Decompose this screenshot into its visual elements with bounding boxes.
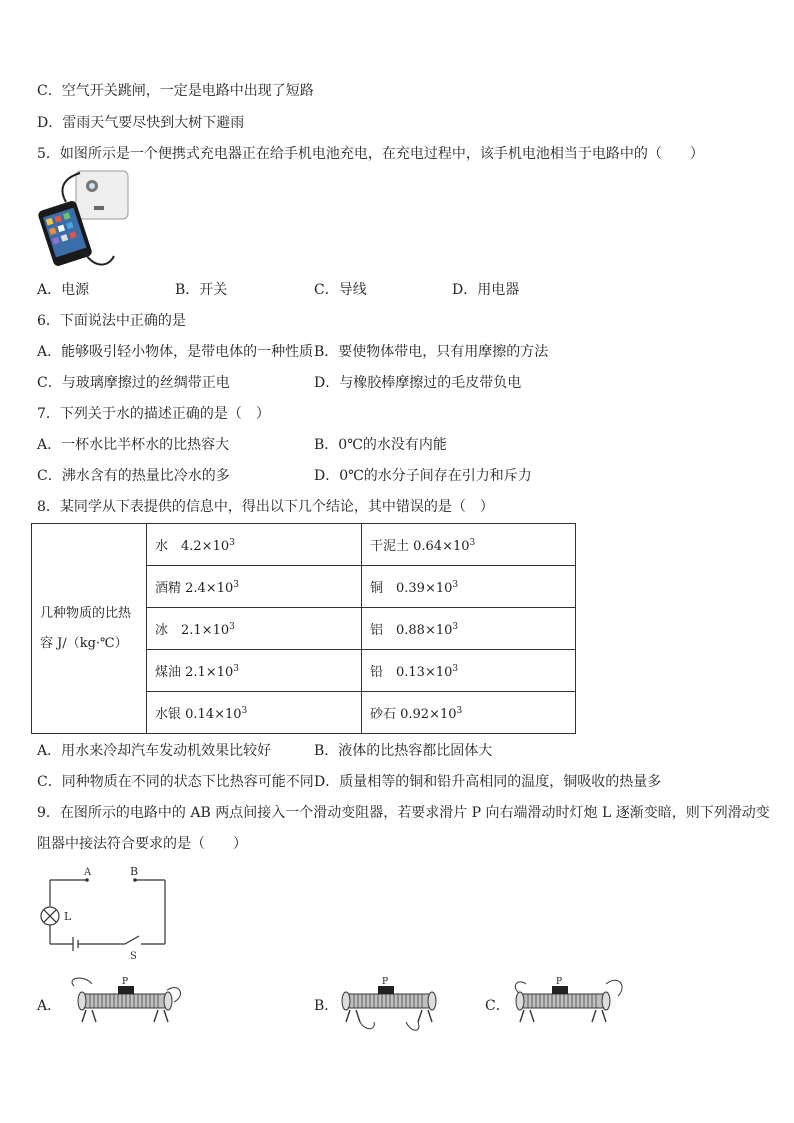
q6-option-b: B．要使物体带电，只有用摩擦的方法	[314, 344, 549, 360]
q7-option-a: A．一杯水比半杯水的比热容大	[37, 437, 230, 453]
table-cell: 酒精 $2.4\times 10^3$	[147, 566, 362, 608]
charger-phone-image	[36, 168, 136, 273]
q9-stem-line-1: 9．在图所示的电路中的 AB 两点间接入一个滑动变阻器，若要求滑片 P 向右端滑动时灯炮 L 逐渐变暗，则下列滑动变	[37, 805, 770, 821]
specific-heat-table	[31, 523, 576, 734]
q8-option-a: A．用水来冷却汽车发动机效果比较好	[37, 743, 272, 759]
svg-text:P: P	[382, 977, 389, 987]
table-label-line-2: 容 J/（kg·℃）	[40, 635, 128, 651]
q9-option-a: A．	[37, 998, 62, 1014]
table-cell: 冰 $2.1\times 10^3$	[147, 608, 362, 650]
rheostat-b	[336, 972, 441, 1037]
circuit-label-s: S	[130, 951, 137, 962]
rheostat-a	[62, 972, 187, 1032]
q7-option-c: C．沸水含有的热量比冷水的多	[37, 468, 230, 484]
table-row	[32, 524, 576, 566]
q8-option-d: D．质量相等的铜和铅升高相同的温度，铜吸收的热量多	[314, 774, 662, 790]
q7-stem: 7．下列关于水的描述正确的是（ ）	[37, 406, 270, 422]
q6-option-a: A．能够吸引轻小物体，是带电体的一种性质	[37, 344, 314, 360]
q8-option-c: C．同种物质在不同的状态下比热容可能不同	[37, 774, 314, 790]
q5-option-c: C．导线	[314, 282, 367, 298]
table-cell: 干泥土 $0.64\times 10^3$	[362, 524, 576, 566]
circuit-diagram	[35, 866, 175, 962]
circuit-label-l: L	[64, 910, 72, 923]
q8-stem: 8．某同学从下表提供的信息中，得出以下几个结论，其中错误的是（ ）	[37, 499, 494, 515]
q5-option-b: B．开关	[175, 282, 228, 298]
q5-stem: 5．如图所示是一个便携式充电器正在给手机电池充电，在充电过程中，该手机电池相当于电路中的（ ）	[37, 146, 704, 162]
q6-stem: 6．下面说法中正确的是	[37, 313, 186, 329]
rheostat-c	[508, 972, 628, 1032]
table-cell: 煤油 $2.1\times 10^3$	[147, 650, 362, 692]
table-cell: 砂石 $0.92\times 10^3$	[362, 692, 576, 734]
table-cell: 水银 $0.14\times 10^3$	[147, 692, 362, 734]
q9-option-c: C．	[485, 998, 510, 1014]
q7-option-b: B．0℃的水没有内能	[314, 437, 447, 453]
q9-option-b: B．	[314, 998, 339, 1014]
table-cell: 铝 $0.88\times 10^3$	[362, 608, 576, 650]
q8-option-b: B．液体的比热容都比固体大	[314, 743, 493, 759]
q7-option-d: D．0℃的水分子间存在引力和斥力	[314, 468, 532, 484]
table-cell: 铅 $0.13\times 10^3$	[362, 650, 576, 692]
q9-stem-line-2: 阻器中接法符合要求的是（ ）	[37, 836, 247, 852]
table-cell: 水 $4.2\times 10^3$	[147, 524, 362, 566]
table-label-line-1: 几种物质的比热	[40, 605, 132, 621]
circuit-label-b: B	[130, 866, 139, 878]
svg-text:P: P	[122, 977, 129, 987]
circuit-label-a: A	[84, 867, 92, 878]
q5-option-a: A．电源	[37, 282, 90, 298]
q6-option-d: D．与橡胶棒摩擦过的毛皮带负电	[314, 375, 522, 391]
q5-option-d: D．用电器	[452, 282, 520, 298]
q4-option-d: D．雷雨天气要尽快到大树下避雨	[37, 115, 245, 131]
q4-option-c: C．空气开关跳闸，一定是电路中出现了短路	[37, 83, 314, 99]
q6-option-c: C．与玻璃摩擦过的丝绸带正电	[37, 375, 230, 391]
table-cell: 铜 $0.39\times 10^3$	[362, 566, 576, 608]
svg-text:P: P	[556, 977, 563, 987]
table-label-cell	[32, 524, 147, 734]
